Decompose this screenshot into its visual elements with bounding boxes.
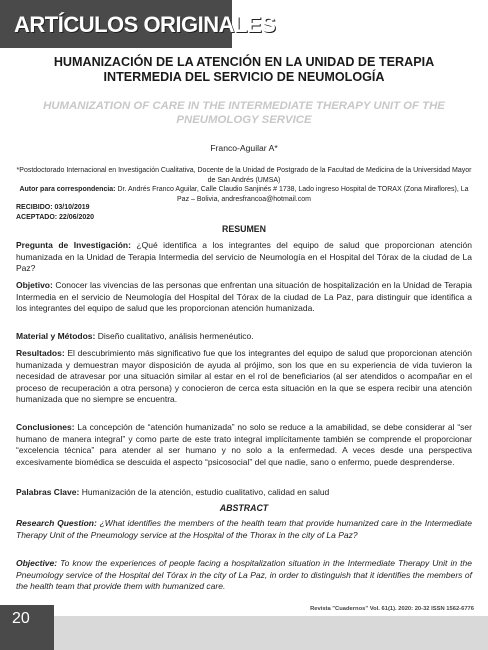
abstract-question-text: ¿What identifies the members of the health team that provide humanized care in the Intermediate Therapy Unit of the Pneumology service at the Hospital of the Thorax in the city of La Paz? — [16, 518, 472, 540]
resumen-objective-text: Conocer las vivencias de las personas que enfrentan una situación de hospitalización en la Unidad de Terapia Intermedia en el servicio de Neumología del Hospital del Tórax de la ciudad de La Paz, para distinguir que identifica a los integrantes del equipo de salud que les proporcionan atención humanizada. — [16, 280, 472, 314]
article-title-english: HUMANIZATION OF CARE IN THE INTERMEDIATE THERAPY UNIT OF THE PNEUMOLOGY SERVICE — [43, 100, 445, 126]
resumen-keywords-label: Palabras Clave: — [16, 487, 80, 497]
article-title: HUMANIZACIÓN DE LA ATENCIÓN EN LA UNIDAD DE TERAPIA INTERMEDIA DEL SERVICIO DE NEUMOLOGÍA — [53, 55, 435, 84]
section-banner-label: ARTÍCULOS ORIGINALES — [14, 12, 276, 37]
abstract-question-label: Research Question: — [16, 518, 97, 528]
resumen-question — [16, 240, 472, 275]
resumen-methods-text: Diseño cualitativo, análisis hermenéutico. — [95, 331, 254, 341]
resumen-heading: RESUMEN — [222, 224, 266, 234]
correspondence-text: Dr. Andrés Franco Aguilar, Calle Claudio Sanjinés # 1738, Lado ingreso Hospital de TORAX (Zona Miraflores), La Paz – Bolivia, andresfrancoa@hotmail.com — [115, 186, 469, 203]
resumen-conclusions-text: La concepción de “atención humanizada” no solo se reduce a la amabilidad, se debe considerar al “ser humano de manera integral” y como parte de este trato integral implícitamente también se comprende el proporcionar “excelencia técnica” para atender al ser humano y no solo a la enfermedad. A veces desde una perspectiva excesivamente biomédica se descuida el aspecto “psicosocial” del que nadie, sano o enfermo, puede desprenderse. — [16, 422, 472, 467]
resumen-conclusions — [16, 422, 472, 468]
footer-bar — [0, 616, 488, 650]
resumen-question-text: ¿Qué identifica a los integrantes del equipo de salud que proporcionan atención humanizada en la Unidad de Terapia Intermedia del servicio de Neumología en el Hospital del Tórax de la ciudad de La Paz? — [16, 240, 472, 274]
resumen-keywords — [16, 487, 472, 499]
resumen-results-text: El descubrimiento más significativo fue que los integrantes del equipo de salud que proporcionan atención humanizada y demuestran mayor disposición de ayuda al prójimo, son los que en su experiencia de vida tuvieron la necesidad de atravesar por una situación similar al estar en el rol de beneficiarios (al ser atendidos o acompañar en el proceso de recuperación a otra persona) y conocieron de cerca esta situación en la que se espera recibir una atención humanizada que no siempre se encuentra. — [16, 348, 472, 405]
resumen-conclusions-label: Conclusiones: — [16, 422, 75, 432]
author-line: Franco-Aguilar A* — [210, 143, 278, 153]
resumen-results-label: Resultados: — [16, 348, 65, 358]
accepted-date: ACEPTADO: 22/06/2020 — [16, 213, 95, 221]
journal-citation: Revista "Cuadernos" Vol. 61(1). 2020: 20-32 ISSN 1562-6776 — [310, 606, 474, 612]
affiliation: *Postdoctorado Internacional en Investigación Cualitativa, Docente de la Unidad de Postgrado de la Facultad de Medicina de la Universidad Mayor de San Andrés (UMSA) — [16, 167, 472, 184]
abstract-objective-text: To know the experiences of people facing a hospitalization situation in the Intermediate Therapy Unit in the Pneumology service of the Hospital del Tórax in the city of La Paz, in order to distinguish that it identifies the members of the health team that provide them with humanized care. — [16, 558, 472, 592]
received-date: RECIBIDO: 03/10/2019 — [16, 204, 90, 211]
resumen-question-label: Pregunta de Investigación: — [16, 240, 131, 250]
abstract-question — [16, 518, 472, 541]
resumen-objective — [16, 280, 472, 315]
correspondence-label: Autor para correspondencia: — [19, 186, 116, 193]
resumen-methods-label: Material y Métodos: — [16, 331, 96, 341]
dates-block — [16, 203, 94, 222]
abstract-heading: ABSTRACT — [219, 503, 269, 513]
resumen-objective-label: Objetivo: — [16, 280, 53, 290]
abstract-objective — [16, 558, 472, 593]
resumen-keywords-text: Humanización de la atención, estudio cualitativo, calidad en salud — [79, 487, 330, 497]
correspondence — [16, 185, 472, 204]
page-number: 20 — [12, 610, 30, 627]
resumen-methods — [16, 331, 472, 343]
resumen-results — [16, 348, 472, 406]
abstract-objective-label: Objective: — [16, 558, 58, 568]
